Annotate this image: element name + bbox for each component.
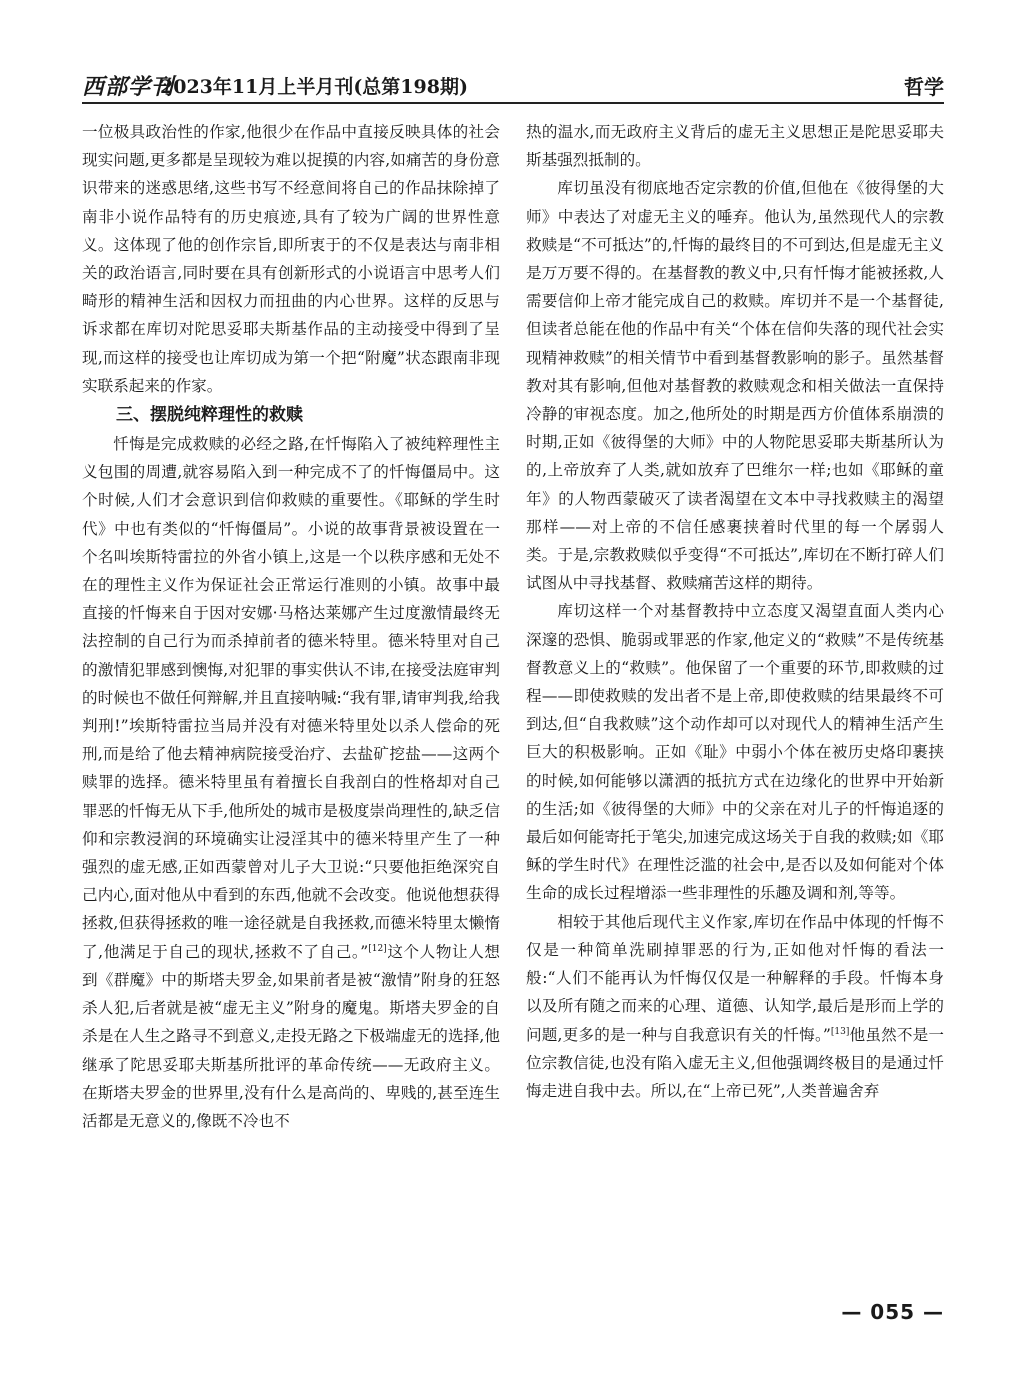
page-number: — 055 — bbox=[841, 1300, 944, 1324]
page-header bbox=[82, 68, 944, 102]
right-column bbox=[526, 118, 944, 1105]
paragraph: 热的温水,而无政府主义背后的虚无主义思想正是陀思妥耶夫斯基强烈抵制的。 bbox=[526, 123, 944, 170]
section-label: 哲学 bbox=[904, 75, 944, 99]
paragraph-text: 忏悔是完成救赎的必经之路,在忏悔陷入了被纯粹理性主义包围的周遭,就容易陷入到一种完成不了的忏悔僵局中。这个时候,人们才会意识到信仰救赎的重要性。《耶稣的学生时代》中也有类似的“忏悔僵局”。小说的故事背景被设置在一个名叫埃斯特雷拉的外省小镇上,这是一个以秩序感和无处不在的理性主义作为保证社会正常运行准则的小镇。故事中最直接的忏悔来自于因对安娜·马格达莱娜产生过度激情最终无法控制的自己行为而杀掉前者的德米特里。德米特里对自己的激情犯罪感到懊悔,对犯罪的事实供认不讳,在接受法庭审判的时候也不做任何辩解,并且直接呐喊:“我有罪,请审判我,给我判刑!”埃斯特雷拉当局并没有对德米特里处以杀人偿命的死刑,而是给了他去精神病院接受治疗、去盐矿挖盐——这两个赎罪的选择。德米特里虽有着擅长自我剖白的性格却对自己罪恶的忏悔无从下手,他所处的城市是极度崇尚理性的,缺乏信仰和宗教浸润的环境确实让浸淫其中的德米特里产生了一种强烈的虚无感,正如西蒙曾对儿子大卫说:“只要他拒绝深究自己内心,面对他从中看到的东西,他就不会改变。他说他想获得拯救,但获得拯救的唯一途径就是自我拯救,而德米特里太懒惰了,他满足于自己的现状,拯救不了自己。” bbox=[82, 435, 500, 961]
paragraph: 库切这样一个对基督教持中立态度又渴望直面人类内心深邃的恐惧、脆弱或罪恶的作家,他定义的“救赎”不是传统基督教意义上的“救赎”。他保留了一个重要的环节,即救赎的过程——即使救赎的发出者不是上帝,即使救赎的结果最终不可到达,但“自我救赎”这个动作却可以对现代人的精神生活产生巨大的积极影响。正如《耻》中弱小个体在被历史烙印裹挟的时候,如何能够以潇洒的抵抗方式在边缘化的世界中开始新的生活;如《彼得堡的大师》中的父亲在对儿子的忏悔追逐的最后如何能寄托于笔尖,加速完成这场关于自我的救赎;如《耶稣的学生时代》在理性泛滥的社会中,是否以及如何能对个体生命的成长过程增添一些非理性的乐趣及调和剂,等等。 bbox=[526, 602, 944, 903]
citation-ref: [12] bbox=[368, 943, 387, 954]
left-column bbox=[82, 118, 500, 1135]
section-heading: 三、摆脱纯粹理性的救赎 bbox=[116, 405, 303, 426]
paragraph-text: 相较于其他后现代主义作家,库切在作品中体现的忏悔不仅是一种简单洗刷掉罪恶的行为,正如他对忏悔的看法一般:“人们不能再认为忏悔仅仅是一种解释的手段。忏悔本身以及所有随之而来的心理、道德、认知学,最后是形而上学的问题,更多的是一种与自我意识有关的忏悔。” bbox=[526, 912, 944, 1044]
paragraph-text: 他虽然不是一位宗教信徒,也没有陷入虚无主义,但他强调终极目的是通过忏悔走进自我中去。所以,在“上帝已死”,人类普遍舍弃 bbox=[526, 1025, 944, 1100]
paragraph bbox=[82, 430, 500, 1135]
paragraph-text: 这个人物让人想到《群魔》中的斯塔夫罗金,如果前者是被“激情”附身的狂怒杀人犯,后者就是被“虚无主义”附身的魔鬼。斯塔夫罗金的自杀是在人生之路寻不到意义,走投无路之下极端虚无的选择,他继承了陀思妥耶夫斯基所批评的革命传统——无政府主义。在斯塔夫罗金的世界里,没有什么是高尚的、卑贱的,甚至连生活都是无意义的,像既不冷也不 bbox=[82, 942, 500, 1130]
paragraph: 一位极具政治性的作家,他很少在作品中直接反映具体的社会现实问题,更多都是呈现较为难以捉摸的内容,如痛苦的身份意识带来的迷惑思绪,这些书写不经意间将自己的作品抹除掉了南非小说作品特有的历史痕迹,具有了较为广阔的世界性意义。这体现了他的创作宗旨,即所衷于的不仅是表达与南非相关的政治语言,同时要在具有创新形式的小说语言中思考人们畸形的精神生活和因权力而扭曲的内心世界。这样的反思与诉求都在库切对陀思妥耶夫斯基作品的主动接受中得到了呈现,而这样的接受也让库切成为第一个把“附魔”状态跟南非现实联系起来的作家。 bbox=[82, 123, 500, 395]
journal-logo: 西部学刊 bbox=[82, 74, 175, 100]
header-rule bbox=[82, 102, 944, 104]
paragraph: 库切虽没有彻底地否定宗教的价值,但他在《彼得堡的大师》中表达了对虚无主义的唾弃。他认为,虽然现代人的宗教救赎是“不可抵达”的,忏悔的最终目的不可到达,但是虚无主义是万万要不得的。在基督教的教义中,只有忏悔才能被拯救,人需要信仰上帝才能完成自己的救赎。库切并不是一个基督徒,但读者总能在他的作品中有关“个体在信仰失落的现代社会实现精神救赎”的相关情节中看到基督教影响的影子。虽然基督教对其有影响,但他对基督教的救赎观念和相关做法一直保持冷静的审视态度。加之,他所处的时期是西方价值体系崩溃的时期,正如《彼得堡的大师》中的人物陀思妥耶夫斯基所认为的,上帝放弃了人类,就如放弃了巴维尔一样;也如《耶稣的童年》的人物西蒙破灭了读者渴望在文本中寻找救赎主的渴望那样——对上帝的不信任感裹挟着时代里的每一个孱弱人类。于是,宗教救赎似乎变得“不可抵达”,库切在不断打碎人们试图从中寻找基督、救赎痛苦这样的期待。 bbox=[526, 179, 944, 593]
issue-info: 2023年11月上半月刊(总第198期) bbox=[160, 76, 468, 98]
citation-ref: [13] bbox=[830, 1026, 850, 1037]
paragraph bbox=[526, 908, 944, 1105]
